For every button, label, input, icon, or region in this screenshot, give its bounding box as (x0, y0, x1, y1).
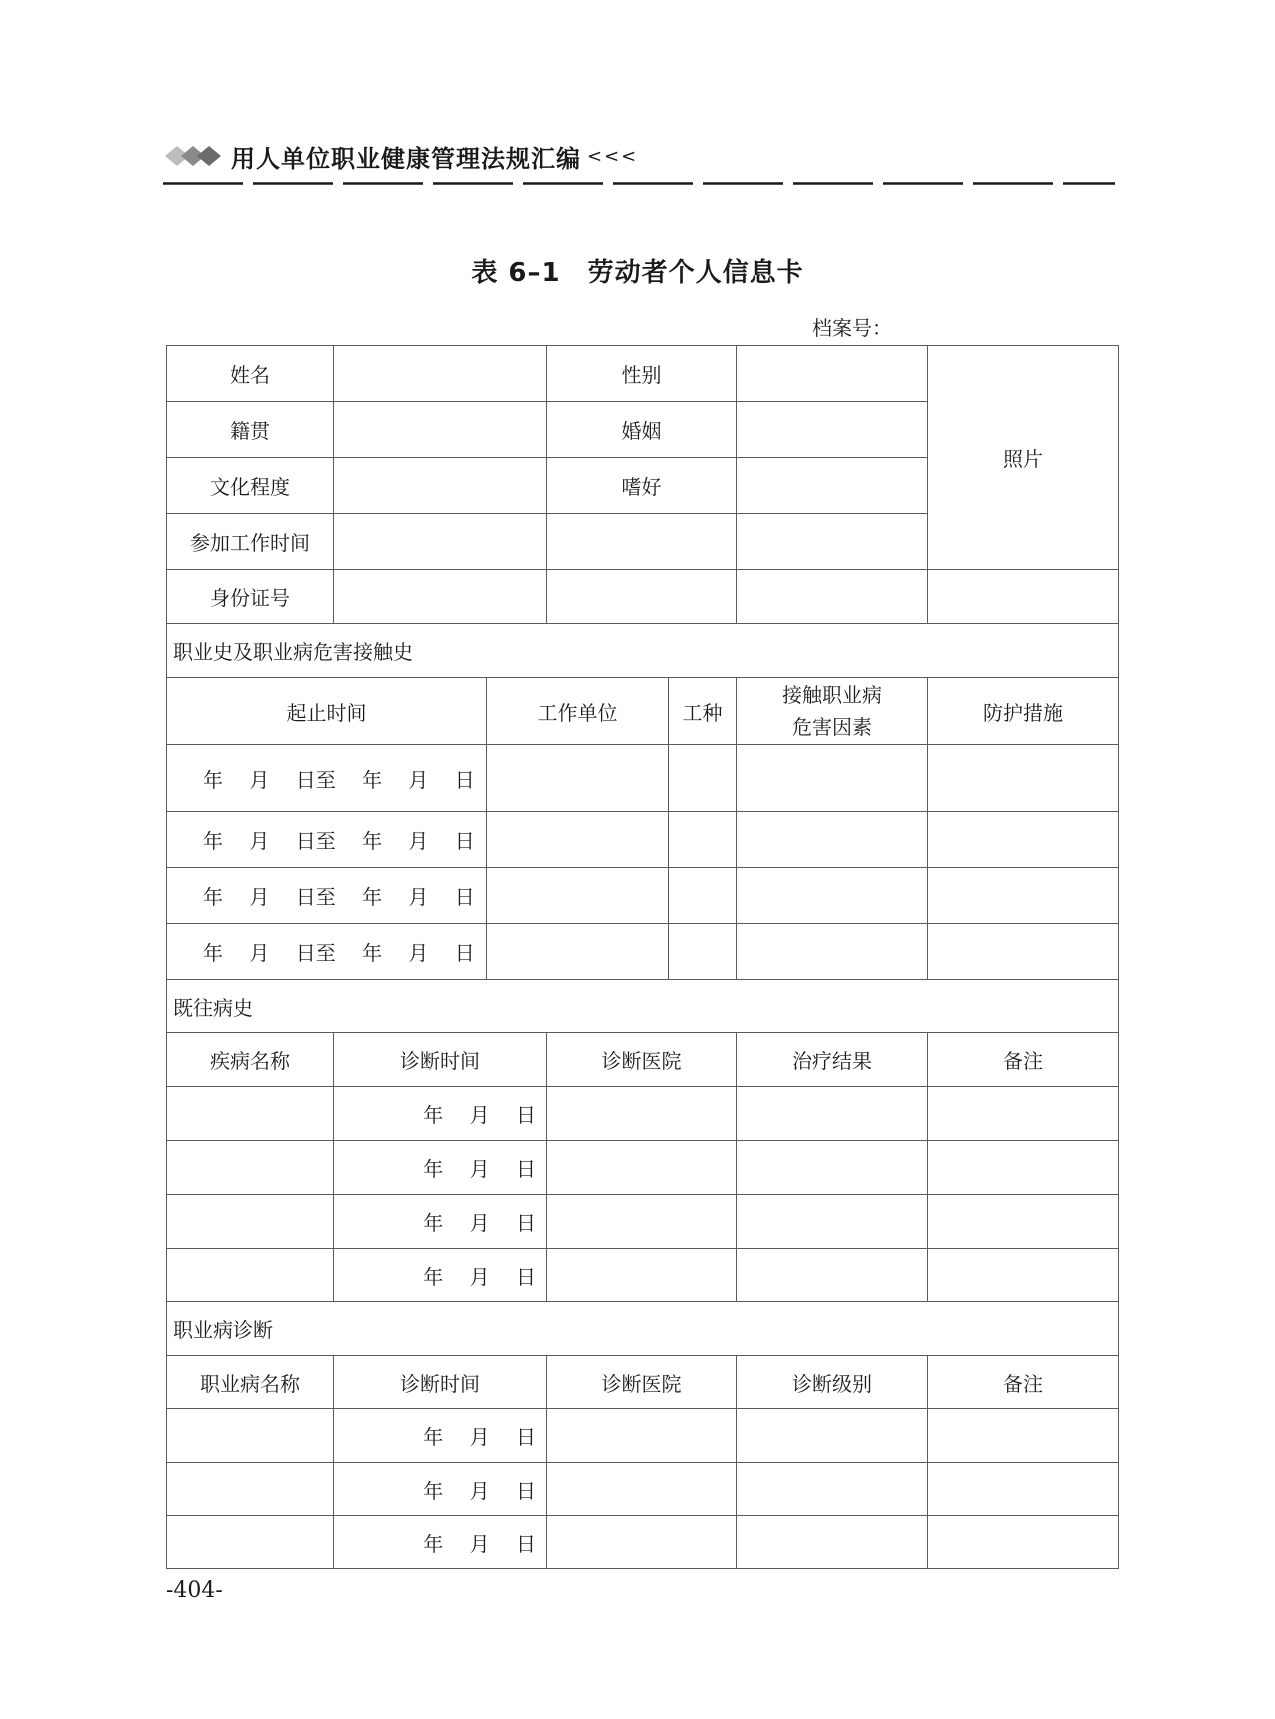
hazard-factor-field[interactable] (737, 812, 928, 868)
treatment-result-field[interactable] (737, 1087, 928, 1141)
column-header: 备注 (928, 1356, 1119, 1409)
diagnosis-date-field[interactable]: 年 月 日 (334, 1409, 547, 1463)
hazard-factor-field[interactable] (737, 868, 928, 924)
column-header: 工作单位 (487, 678, 669, 745)
column-header: 诊断医院 (547, 1356, 737, 1409)
column-header: 诊断时间 (334, 1033, 547, 1087)
remarks-field[interactable] (928, 1409, 1119, 1463)
protection-field[interactable] (928, 868, 1119, 924)
blank-cell[interactable] (547, 514, 737, 570)
marriage-field[interactable] (737, 402, 928, 458)
occupational-disease-section-label: 职业病诊断 (167, 1302, 1119, 1356)
gender-label: 性别 (547, 346, 737, 402)
education-label: 文化程度 (167, 458, 334, 514)
photo-box[interactable]: 照片 (928, 346, 1119, 570)
remarks-field[interactable] (928, 1087, 1119, 1141)
work-unit-field[interactable] (487, 868, 669, 924)
protection-field[interactable] (928, 812, 1119, 868)
job-type-field[interactable] (669, 924, 737, 980)
hospital-field[interactable] (547, 1463, 737, 1516)
protection-field[interactable] (928, 745, 1119, 812)
column-header: 工种 (669, 678, 737, 745)
header-dashed-rule (163, 182, 1115, 185)
column-header: 防护措施 (928, 678, 1119, 745)
table-title: 表 6–1 劳动者个人信息卡 (471, 258, 804, 288)
book-title-suffix: <<< (587, 145, 639, 167)
occupation-history-section-label: 职业史及职业病危害接触史 (167, 624, 1119, 678)
book-title: 用人单位职业健康管理法规汇编 (231, 144, 581, 173)
column-header: 职业病名称 (167, 1356, 334, 1409)
column-header: 诊断医院 (547, 1033, 737, 1087)
date-range-field[interactable]: 年 月 日至 年 月 日 (167, 745, 487, 812)
native-place-label: 籍贯 (167, 402, 334, 458)
diagnosis-date-field[interactable]: 年 月 日 (334, 1516, 547, 1569)
page-number: -404- (166, 1578, 223, 1603)
treatment-result-field[interactable] (737, 1141, 928, 1195)
id-number-label: 身份证号 (167, 570, 334, 624)
disease-name-field[interactable] (167, 1249, 334, 1302)
occupational-disease-name-field[interactable] (167, 1463, 334, 1516)
hazard-factor-field[interactable] (737, 745, 928, 812)
diagnosis-date-field[interactable]: 年 月 日 (334, 1141, 547, 1195)
double-diamond-icon (163, 143, 223, 169)
column-header: 起止时间 (167, 678, 487, 745)
diagnosis-date-field[interactable]: 年 月 日 (334, 1195, 547, 1249)
work-unit-field[interactable] (487, 924, 669, 980)
hospital-field[interactable] (547, 1195, 737, 1249)
hospital-field[interactable] (547, 1249, 737, 1302)
diagnosis-level-field[interactable] (737, 1516, 928, 1569)
blank-cell[interactable] (737, 570, 928, 624)
work-unit-field[interactable] (487, 745, 669, 812)
diagnosis-level-field[interactable] (737, 1463, 928, 1516)
worker-info-card (166, 345, 1119, 1569)
medical-history-section-label: 既往病史 (167, 980, 1119, 1033)
remarks-field[interactable] (928, 1516, 1119, 1569)
treatment-result-field[interactable] (737, 1195, 928, 1249)
diagnosis-date-field[interactable]: 年 月 日 (334, 1249, 547, 1302)
gender-field[interactable] (737, 346, 928, 402)
id-number-field[interactable] (334, 570, 547, 624)
column-header: 备注 (928, 1033, 1119, 1087)
column-header: 治疗结果 (737, 1033, 928, 1087)
remarks-field[interactable] (928, 1463, 1119, 1516)
date-range-field[interactable]: 年 月 日至 年 月 日 (167, 812, 487, 868)
running-header (163, 138, 638, 174)
blank-cell[interactable] (737, 514, 928, 570)
work-start-field[interactable] (334, 514, 547, 570)
name-field[interactable] (334, 346, 547, 402)
disease-name-field[interactable] (167, 1087, 334, 1141)
remarks-field[interactable] (928, 1249, 1119, 1302)
diagnosis-level-field[interactable] (737, 1409, 928, 1463)
disease-name-field[interactable] (167, 1195, 334, 1249)
hobby-field[interactable] (737, 458, 928, 514)
hazard-factor-field[interactable] (737, 924, 928, 980)
work-unit-field[interactable] (487, 812, 669, 868)
blank-cell[interactable] (928, 570, 1119, 624)
hospital-field[interactable] (547, 1087, 737, 1141)
work-start-label: 参加工作时间 (167, 514, 334, 570)
remarks-field[interactable] (928, 1195, 1119, 1249)
column-header: 诊断级别 (737, 1356, 928, 1409)
diagnosis-date-field[interactable]: 年 月 日 (334, 1463, 547, 1516)
job-type-field[interactable] (669, 745, 737, 812)
column-header: 接触职业病 危害因素 (737, 678, 928, 745)
diagnosis-date-field[interactable]: 年 月 日 (334, 1087, 547, 1141)
column-header: 诊断时间 (334, 1356, 547, 1409)
treatment-result-field[interactable] (737, 1249, 928, 1302)
native-place-field[interactable] (334, 402, 547, 458)
protection-field[interactable] (928, 924, 1119, 980)
column-header: 疾病名称 (167, 1033, 334, 1087)
name-label: 姓名 (167, 346, 334, 402)
archive-number-label: 档案号： (812, 316, 892, 340)
hobby-label: 嗜好 (547, 458, 737, 514)
education-field[interactable] (334, 458, 547, 514)
hospital-field[interactable] (547, 1516, 737, 1569)
hospital-field[interactable] (547, 1141, 737, 1195)
hospital-field[interactable] (547, 1409, 737, 1463)
disease-name-field[interactable] (167, 1141, 334, 1195)
job-type-field[interactable] (669, 868, 737, 924)
date-range-field[interactable]: 年 月 日至 年 月 日 (167, 924, 487, 980)
job-type-field[interactable] (669, 812, 737, 868)
occupational-disease-name-field[interactable] (167, 1516, 334, 1569)
occupational-disease-name-field[interactable] (167, 1409, 334, 1463)
date-range-field[interactable]: 年 月 日至 年 月 日 (167, 868, 487, 924)
marriage-label: 婚姻 (547, 402, 737, 458)
blank-cell[interactable] (547, 570, 737, 624)
remarks-field[interactable] (928, 1141, 1119, 1195)
